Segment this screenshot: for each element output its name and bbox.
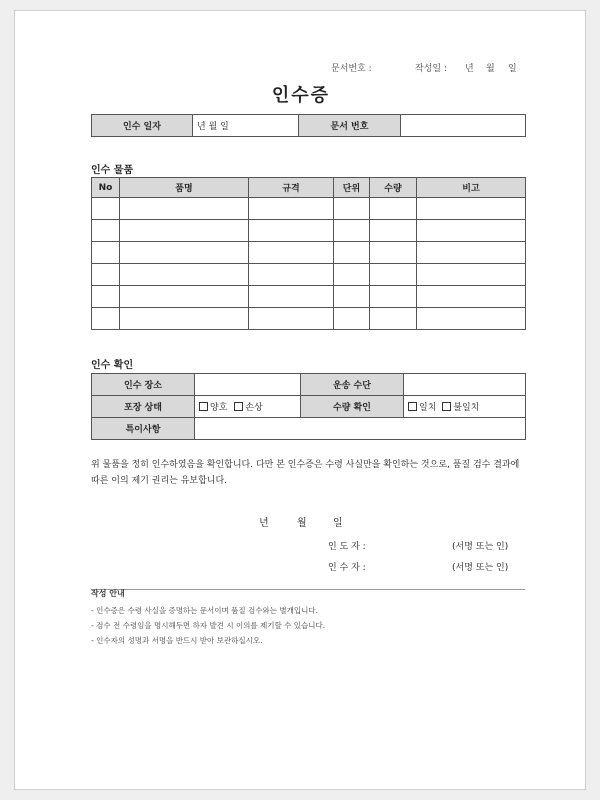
packaging-damaged-checkbox[interactable] [234, 402, 243, 411]
written-date-month: 월 [486, 64, 495, 74]
cell-name[interactable] [120, 220, 249, 242]
remarks-field[interactable] [195, 418, 526, 440]
packaging-good-label: 양호 [210, 403, 228, 413]
statement-line-1: 위 물품을 정히 인수하였음을 확인합니다. 다만 본 인수증은 수령 사실만을 확인하는 것으로, 품질 검수 결과에 [91, 460, 520, 470]
guide-item: - 검수 전 수령임을 명시해두면 하자 발견 시 이의를 제기할 수 있습니다. [91, 621, 326, 630]
cell-qty[interactable] [370, 198, 417, 220]
cell-no[interactable] [92, 220, 120, 242]
column-header-no: No [92, 178, 120, 198]
cell-qty[interactable] [370, 242, 417, 264]
cell-name[interactable] [120, 286, 249, 308]
packaging-damaged-label: 손상 [245, 403, 263, 413]
table-row [92, 198, 526, 220]
sign-date-year: 년 [259, 518, 269, 529]
table-row [92, 308, 526, 330]
cell-no[interactable] [92, 198, 120, 220]
cell-unit[interactable] [334, 286, 370, 308]
cell-no[interactable] [92, 264, 120, 286]
cell-name[interactable] [120, 242, 249, 264]
cell-unit[interactable] [334, 198, 370, 220]
confirm-section-title: 인수 확인 [91, 360, 134, 371]
cell-name[interactable] [120, 308, 249, 330]
cell-unit[interactable] [334, 308, 370, 330]
cell-qty[interactable] [370, 308, 417, 330]
cell-note[interactable] [417, 308, 526, 330]
sign-date-day: 일 [333, 518, 343, 529]
cell-note[interactable] [417, 242, 526, 264]
cell-spec[interactable] [249, 308, 334, 330]
place-label: 인수 장소 [92, 374, 195, 396]
column-header-spec: 규격 [249, 178, 334, 198]
receiver-label: 인 수 자 : [328, 563, 366, 573]
table-row [92, 264, 526, 286]
cell-note[interactable] [417, 198, 526, 220]
table-row [92, 286, 526, 308]
items-table [91, 177, 526, 330]
table-row [92, 220, 526, 242]
cell-note[interactable] [417, 264, 526, 286]
cell-no[interactable] [92, 308, 120, 330]
divider [91, 589, 525, 590]
transport-field[interactable] [404, 374, 526, 396]
receipt-date-field[interactable]: 년 월 일 [193, 115, 299, 137]
cell-spec[interactable] [249, 242, 334, 264]
guide-item: - 인수자의 성명과 서명을 반드시 받아 보관하십시오. [91, 636, 263, 645]
info-table [91, 114, 526, 137]
column-header-qty: 수량 [370, 178, 417, 198]
packaging-options [195, 396, 301, 418]
column-header-note: 비고 [417, 178, 526, 198]
transport-label: 운송 수단 [301, 374, 404, 396]
cell-spec[interactable] [249, 264, 334, 286]
written-date-label: 작성일 : [415, 64, 447, 74]
qty-check-options [404, 396, 526, 418]
cell-unit[interactable] [334, 242, 370, 264]
cell-qty[interactable] [370, 264, 417, 286]
written-date-day: 일 [508, 64, 517, 74]
receipt-date-label: 인수 일자 [92, 115, 193, 137]
place-field[interactable] [195, 374, 301, 396]
qty-match-label: 일치 [419, 403, 437, 413]
doc-number-label: 문서번호 : [331, 64, 372, 74]
packaging-label: 포장 상태 [92, 396, 195, 418]
items-header-row [92, 178, 526, 198]
document-page [14, 10, 586, 790]
cell-note[interactable] [417, 286, 526, 308]
cell-qty[interactable] [370, 286, 417, 308]
packaging-good-checkbox[interactable] [199, 402, 208, 411]
cell-qty[interactable] [370, 220, 417, 242]
guide-item: - 인수증은 수령 사실을 증명하는 문서이며 품질 검수와는 별개입니다. [91, 606, 319, 615]
cell-name[interactable] [120, 264, 249, 286]
cell-spec[interactable] [249, 198, 334, 220]
statement-paragraph [91, 457, 531, 489]
cell-unit[interactable] [334, 220, 370, 242]
cell-no[interactable] [92, 242, 120, 264]
guide-title: 작성 안내 [91, 589, 125, 598]
table-row [92, 242, 526, 264]
cell-spec[interactable] [249, 286, 334, 308]
written-date-year: 년 [465, 64, 474, 74]
column-header-unit: 단위 [334, 178, 370, 198]
receiver-signature-field[interactable]: (서명 또는 인) [452, 563, 509, 573]
confirm-table [91, 373, 526, 440]
column-header-name: 품명 [120, 178, 249, 198]
deliverer-signature-field[interactable]: (서명 또는 인) [452, 542, 509, 552]
cell-no[interactable] [92, 286, 120, 308]
statement-line-2: 따른 이의 제기 권리는 유보합니다. [91, 476, 228, 486]
cell-unit[interactable] [334, 264, 370, 286]
doc-number-header: 문서 번호 [299, 115, 401, 137]
qty-mismatch-checkbox[interactable] [442, 402, 451, 411]
items-section-title: 인수 물품 [91, 165, 134, 176]
qty-check-label: 수량 확인 [301, 396, 404, 418]
cell-spec[interactable] [249, 220, 334, 242]
qty-match-checkbox[interactable] [408, 402, 417, 411]
sign-date-month: 월 [297, 518, 307, 529]
qty-mismatch-label: 불일치 [453, 403, 480, 413]
cell-note[interactable] [417, 220, 526, 242]
remarks-label: 특이사항 [92, 418, 195, 440]
deliverer-label: 인 도 자 : [328, 542, 366, 552]
doc-number-field[interactable] [401, 115, 526, 137]
cell-name[interactable] [120, 198, 249, 220]
page-title: 인수증 [271, 85, 331, 106]
